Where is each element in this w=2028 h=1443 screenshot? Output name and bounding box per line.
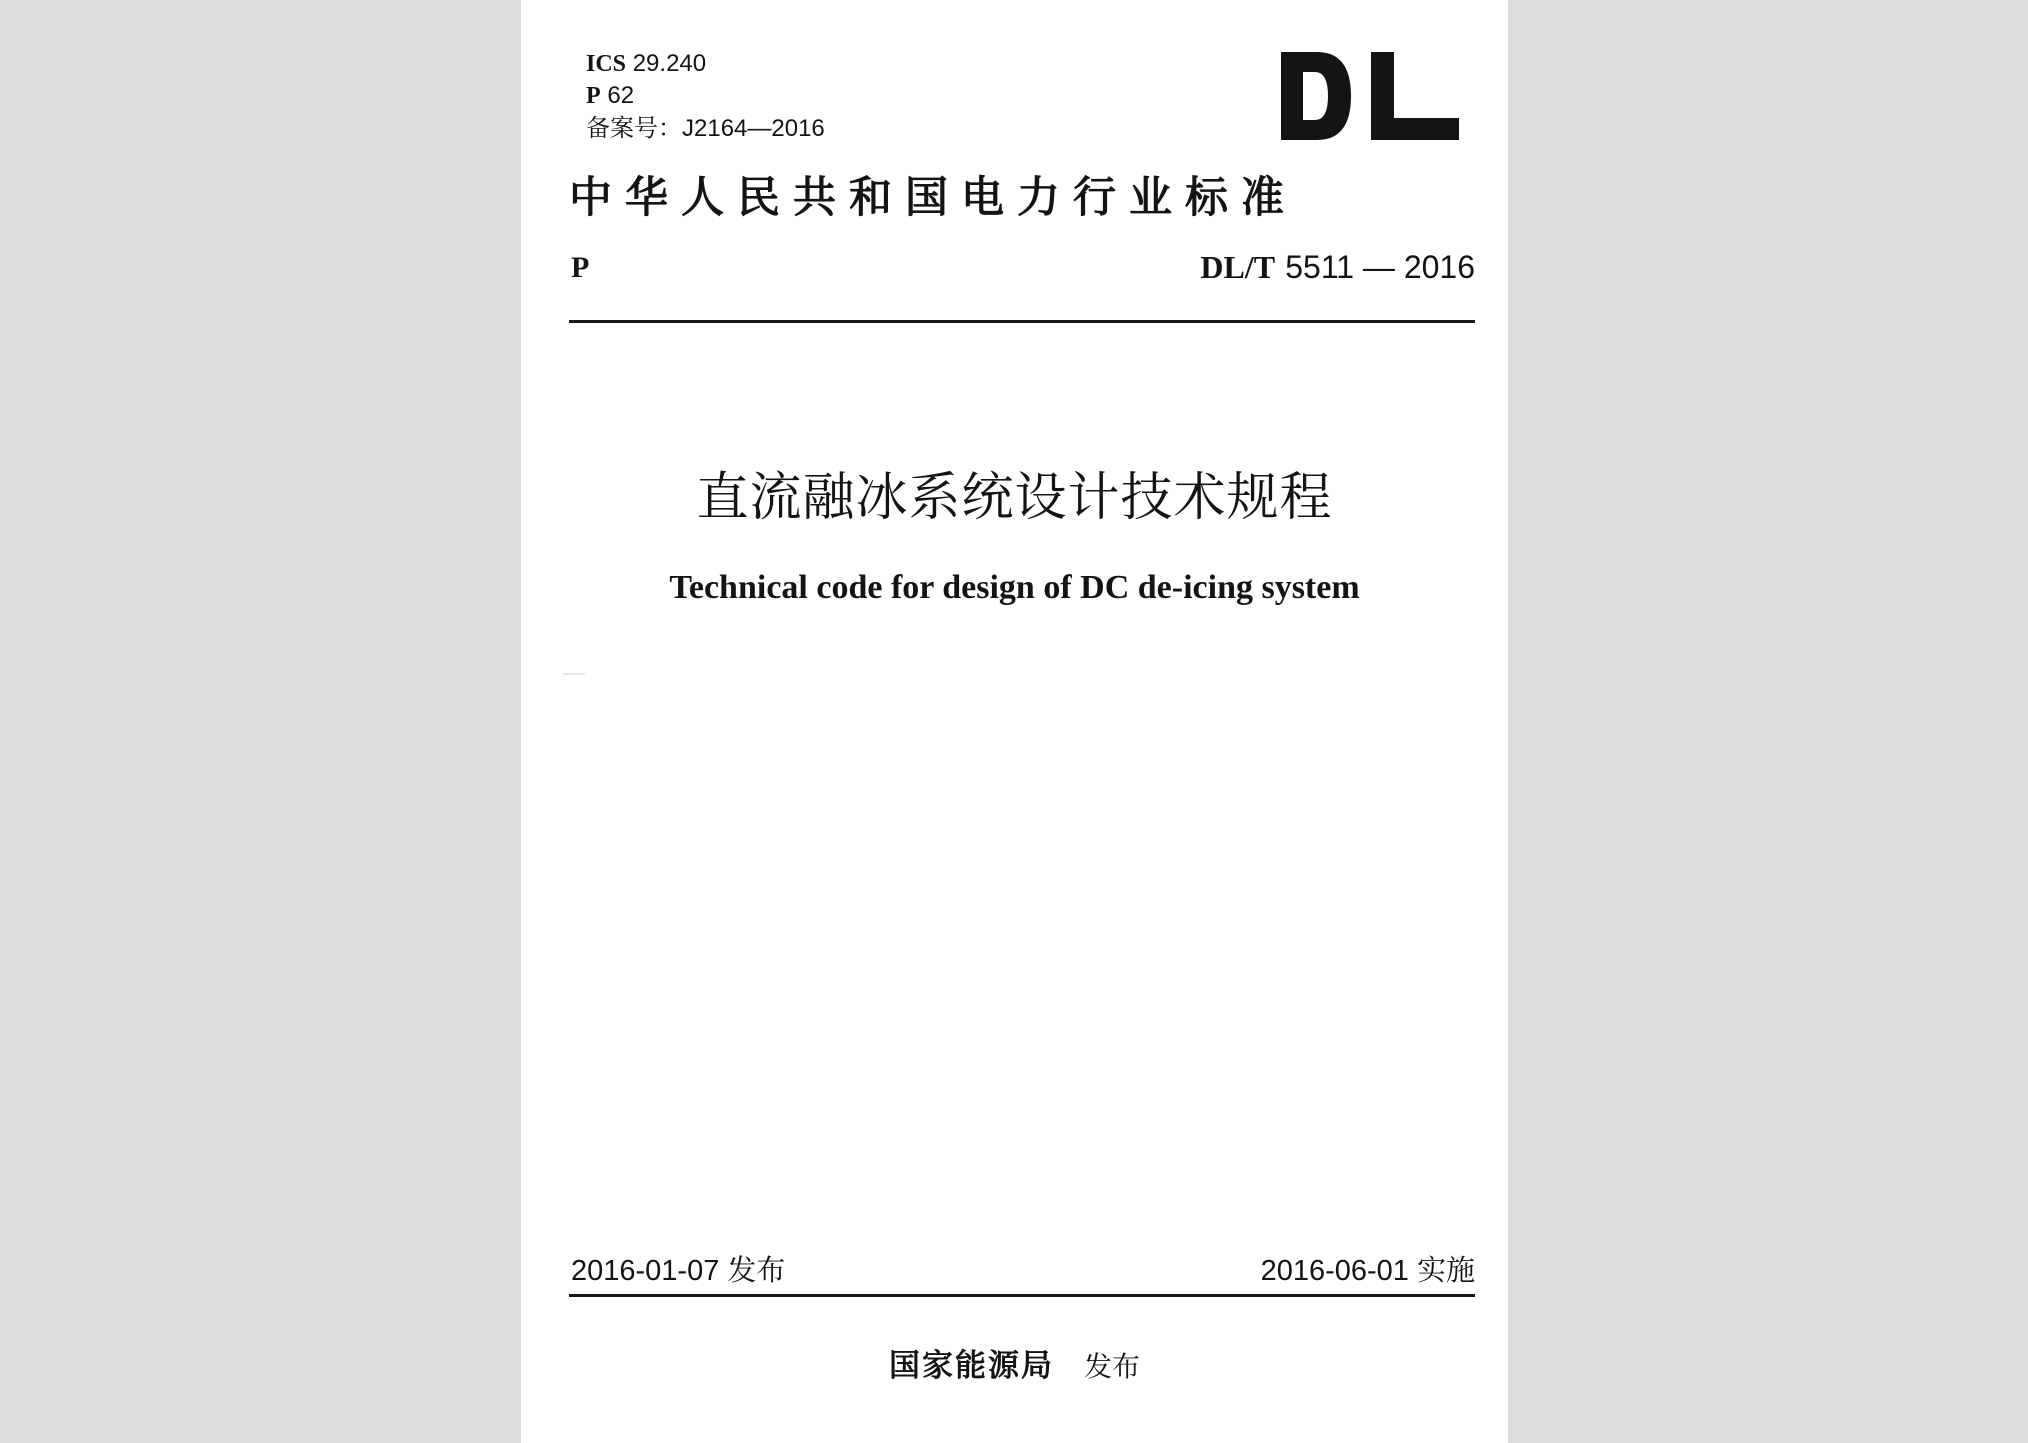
effective-date: 2016-06-01 xyxy=(1260,1255,1409,1287)
dl-logo-letter-d xyxy=(1281,52,1351,140)
ics-value: 29.240 xyxy=(632,50,707,77)
scan-mark xyxy=(563,673,585,675)
issue-date-line xyxy=(571,1252,785,1289)
ccs-label: P xyxy=(586,83,601,109)
ics-label: ICS xyxy=(586,51,627,77)
ccs-line xyxy=(586,82,634,110)
record-value: J2164—2016 xyxy=(682,115,825,142)
publisher-name: 国家能源局 xyxy=(888,1348,1054,1384)
cover-page xyxy=(521,0,1508,1443)
dl-logo xyxy=(1281,52,1459,140)
publisher-action: 发布 xyxy=(1083,1350,1140,1383)
code-number: 5511 — 2016 xyxy=(1285,249,1475,285)
effective-label: 实施 xyxy=(1416,1253,1475,1287)
issue-date: 2016-01-07 xyxy=(571,1255,720,1287)
dl-logo-letter-l xyxy=(1371,52,1459,140)
category-letter: P xyxy=(571,251,590,284)
standard-type: 中华人民共和国电力行业标准 xyxy=(569,173,1297,223)
title-chinese: 直流融冰系统设计技术规程 xyxy=(696,468,1333,528)
publisher-line xyxy=(521,1346,1508,1387)
record-label: 备案号： xyxy=(586,114,682,142)
ccs-value: 62 xyxy=(607,82,635,109)
title-english: Technical code for design of DC de-icing system xyxy=(669,569,1360,606)
bottom-divider xyxy=(569,1294,1475,1297)
record-line xyxy=(586,114,825,143)
issue-label: 发布 xyxy=(727,1253,786,1287)
effective-date-line xyxy=(1261,1252,1475,1289)
top-divider xyxy=(569,320,1475,323)
code-prefix: DL/T xyxy=(1200,249,1276,285)
ics-line xyxy=(586,50,706,78)
standard-code xyxy=(1200,248,1475,286)
